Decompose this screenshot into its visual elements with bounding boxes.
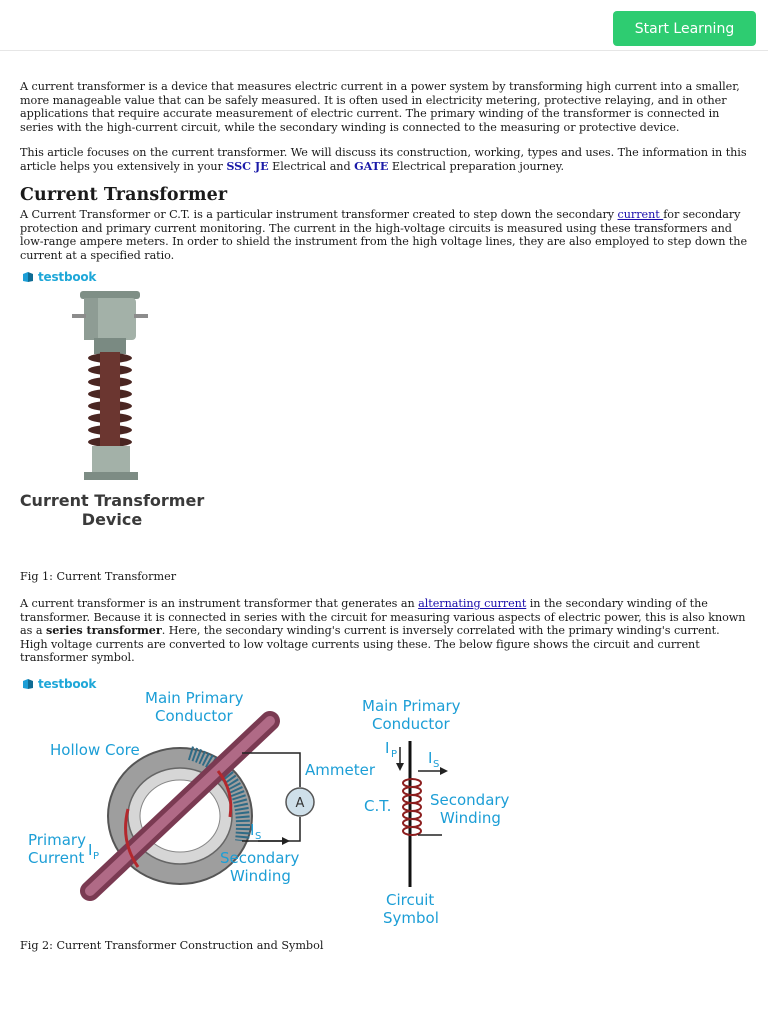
secondary-winding-label-2: Winding: [230, 866, 291, 885]
figure-2: [20, 677, 540, 929]
testbook-logo: testbook: [22, 270, 96, 284]
device-label-line1: Current Transformer: [20, 491, 205, 510]
symbol-main-primary-2: Conductor: [372, 714, 450, 733]
symbol-secondary-1: Secondary: [430, 790, 510, 809]
intro-paragraph-2: This article focuses on the current transformer. We will discuss its construction, working, types and uses. The information in this article helps you extensively in your SSC JE Electrical and GATE Electrical preparation journey.: [20, 146, 747, 173]
section-paragraph: A Current Transformer or C.T. is a particular instrument transformer created to step down the secondary current for secondary protection and primary current monitoring. The current in the high-voltage circuits is measured using these transformers and low-range ampere meters. In order to shield the instrument from the high voltage lines, they are also employed to step down the current at a specified ratio.: [20, 208, 748, 262]
current-link[interactable]: current: [617, 208, 664, 221]
start-learning-button[interactable]: Start Learning: [613, 11, 756, 46]
ip-subscript: P: [93, 850, 100, 862]
gate-link[interactable]: GATE: [354, 158, 389, 173]
section-heading: Current Transformer: [20, 185, 228, 205]
article-content: [20, 80, 750, 952]
current-transformer-device-image: [20, 286, 220, 516]
alternating-current-link[interactable]: alternating current: [418, 597, 527, 610]
ct-construction-diagram: [20, 691, 540, 931]
main-primary-label-1: Main Primary: [145, 690, 244, 707]
ssc-je-link[interactable]: SSC JE: [226, 158, 269, 173]
figure-1: [20, 270, 220, 540]
is-label: I: [250, 820, 255, 839]
main-primary-label-2: Conductor: [155, 706, 233, 725]
primary-current-label-2: Current: [28, 848, 85, 867]
ct-label: C.T.: [364, 796, 392, 815]
hollow-core-label: Hollow Core: [50, 740, 140, 759]
symbol-ip-label: I: [385, 738, 390, 757]
figure-2-caption: Fig 2: Current Transformer Construction and Symbol: [20, 938, 324, 952]
ammeter-symbol: A: [295, 795, 305, 811]
circuit-symbol-label-2: Symbol: [383, 908, 439, 927]
construction-paragraph: A current transformer is an instrument transformer that generates an alternating current in the secondary winding of the transformer. Because it is connected in series with the circuit for measuring various aspects of electric power, this is also known as a series transformer. Here, the secondary winding's current is inversely correlated with the primary winding's current. High voltage currents are converted to low voltage currents using these. The below figure shows the circuit and current transformer symbol.: [20, 597, 746, 664]
intro-paragraph: A current transformer is a device that measures electric current in a power system by transforming high current into a smaller, more manageable value that can be safely measured. It is often used in electricity metering, protective relaying, and in other applications that require accurate measurement of electric current. The primary winding of the transformer is connected in series with the high-current circuit, while the secondary winding is connected to the measuring or protective device.: [20, 80, 740, 134]
symbol-main-primary-1: Main Primary: [362, 696, 461, 715]
ip-label: I: [88, 840, 93, 859]
figure-1-caption: Fig 1: Current Transformer: [20, 570, 177, 583]
symbol-secondary-2: Winding: [440, 808, 501, 827]
symbol-ip-subscript: P: [391, 748, 398, 760]
circuit-symbol-label-1: Circuit: [386, 890, 435, 909]
top-bar: [0, 0, 768, 51]
is-subscript: S: [255, 830, 262, 842]
testbook-icon: [22, 271, 34, 283]
primary-current-label-1: Primary: [28, 830, 86, 849]
symbol-is-subscript: S: [433, 758, 440, 770]
symbol-is-label: I: [428, 748, 433, 767]
ammeter-label: Ammeter: [305, 760, 375, 779]
testbook-icon-2: [22, 678, 34, 690]
device-label-line2: Device: [81, 510, 143, 529]
testbook-logo-2: testbook: [22, 677, 96, 691]
secondary-winding-label-1: Secondary: [220, 848, 300, 867]
